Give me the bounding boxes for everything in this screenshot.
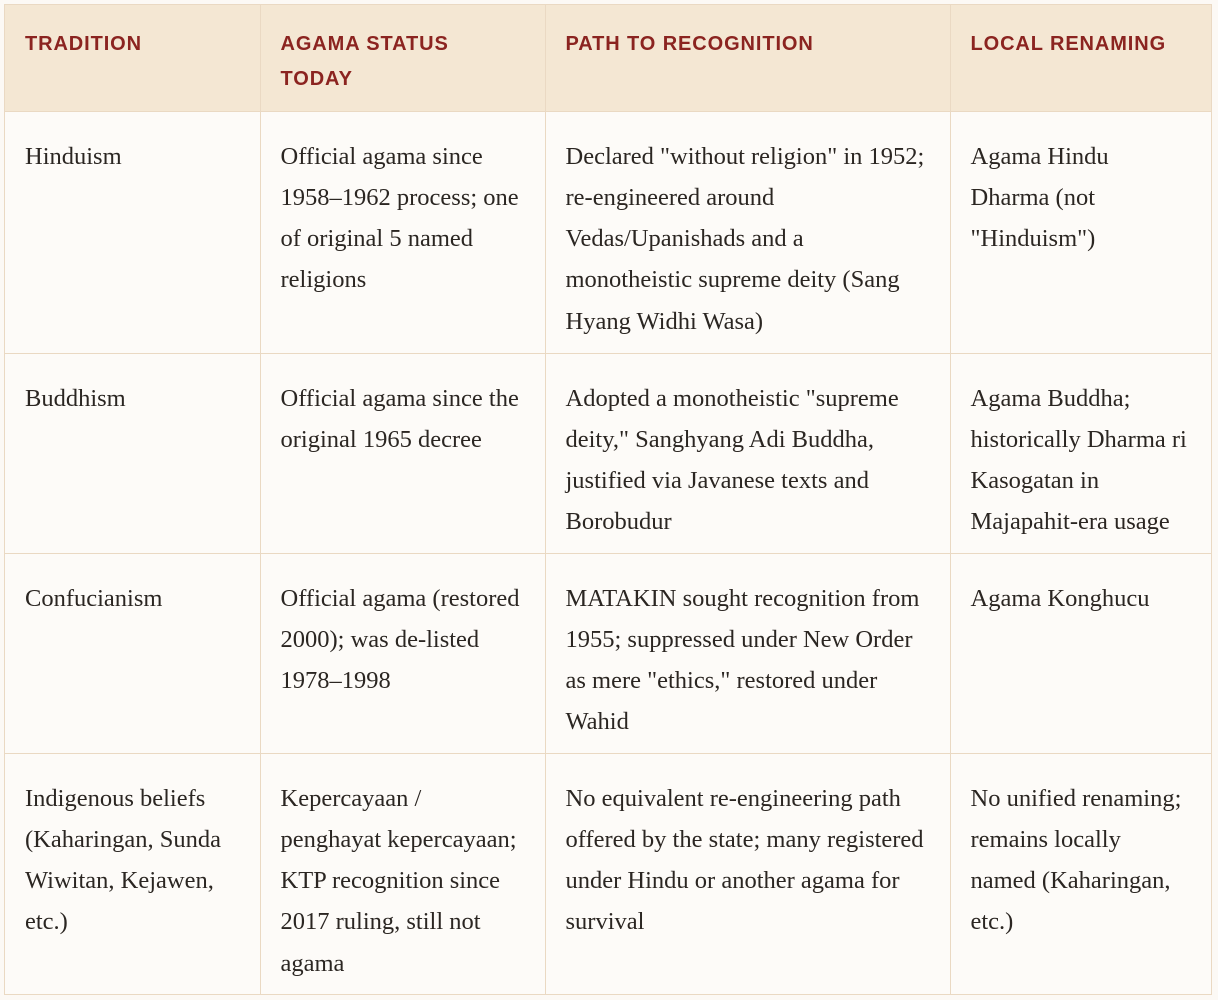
cell-agama-status: Official agama since the original 1965 decree [260,353,545,553]
comparison-table [4,4,1212,995]
cell-tradition: Indigenous beliefs (Kaharingan, Sunda Wiwitan, Kejawen, etc.) [5,753,260,994]
cell-tradition: Buddhism [5,353,260,553]
table-row [5,111,1211,353]
header-agama-status: AGAMA STATUS TODAY [260,5,545,111]
cell-path: Adopted a monotheistic "supreme deity," Sanghyang Adi Buddha, justified via Javanese texts and Borobudur [545,353,950,553]
cell-agama-status: Official agama (restored 2000); was de-listed 1978–1998 [260,553,545,753]
cell-agama-status: Official agama since 1958–1962 process; one of original 5 named religions [260,111,545,353]
table-row [5,753,1211,994]
cell-renaming: Agama Buddha; historically Dharma ri Kasogatan in Majapahit-era usage [950,353,1211,553]
cell-path: MATAKIN sought recognition from 1955; suppressed under New Order as mere "ethics," restored under Wahid [545,553,950,753]
header-path-to-recognition: PATH TO RECOGNITION [545,5,950,111]
table-row [5,353,1211,553]
table-header-row [5,5,1211,111]
header-tradition: TRADITION [5,5,260,111]
cell-agama-status: Kepercayaan / penghayat kepercayaan; KTP recognition since 2017 ruling, still not agama [260,753,545,994]
cell-renaming: Agama Konghucu [950,553,1211,753]
religion-recognition-table [5,5,1211,994]
cell-tradition: Confucianism [5,553,260,753]
cell-path: Declared "without religion" in 1952; re-engineered around Vedas/Upanishads and a monotheistic supreme deity (Sang Hyang Widhi Wasa) [545,111,950,353]
cell-renaming: Agama Hindu Dharma (not "Hinduism") [950,111,1211,353]
cell-renaming: No unified renaming; remains locally named (Kaharingan, etc.) [970,784,1182,936]
cell-tradition: Hinduism [5,111,260,353]
table-row [5,553,1211,753]
cell-path: No equivalent re-engineering path offered by the state; many registered under Hindu or another agama for survival [545,753,950,994]
header-local-renaming: LOCAL RENAMING [950,5,1211,111]
